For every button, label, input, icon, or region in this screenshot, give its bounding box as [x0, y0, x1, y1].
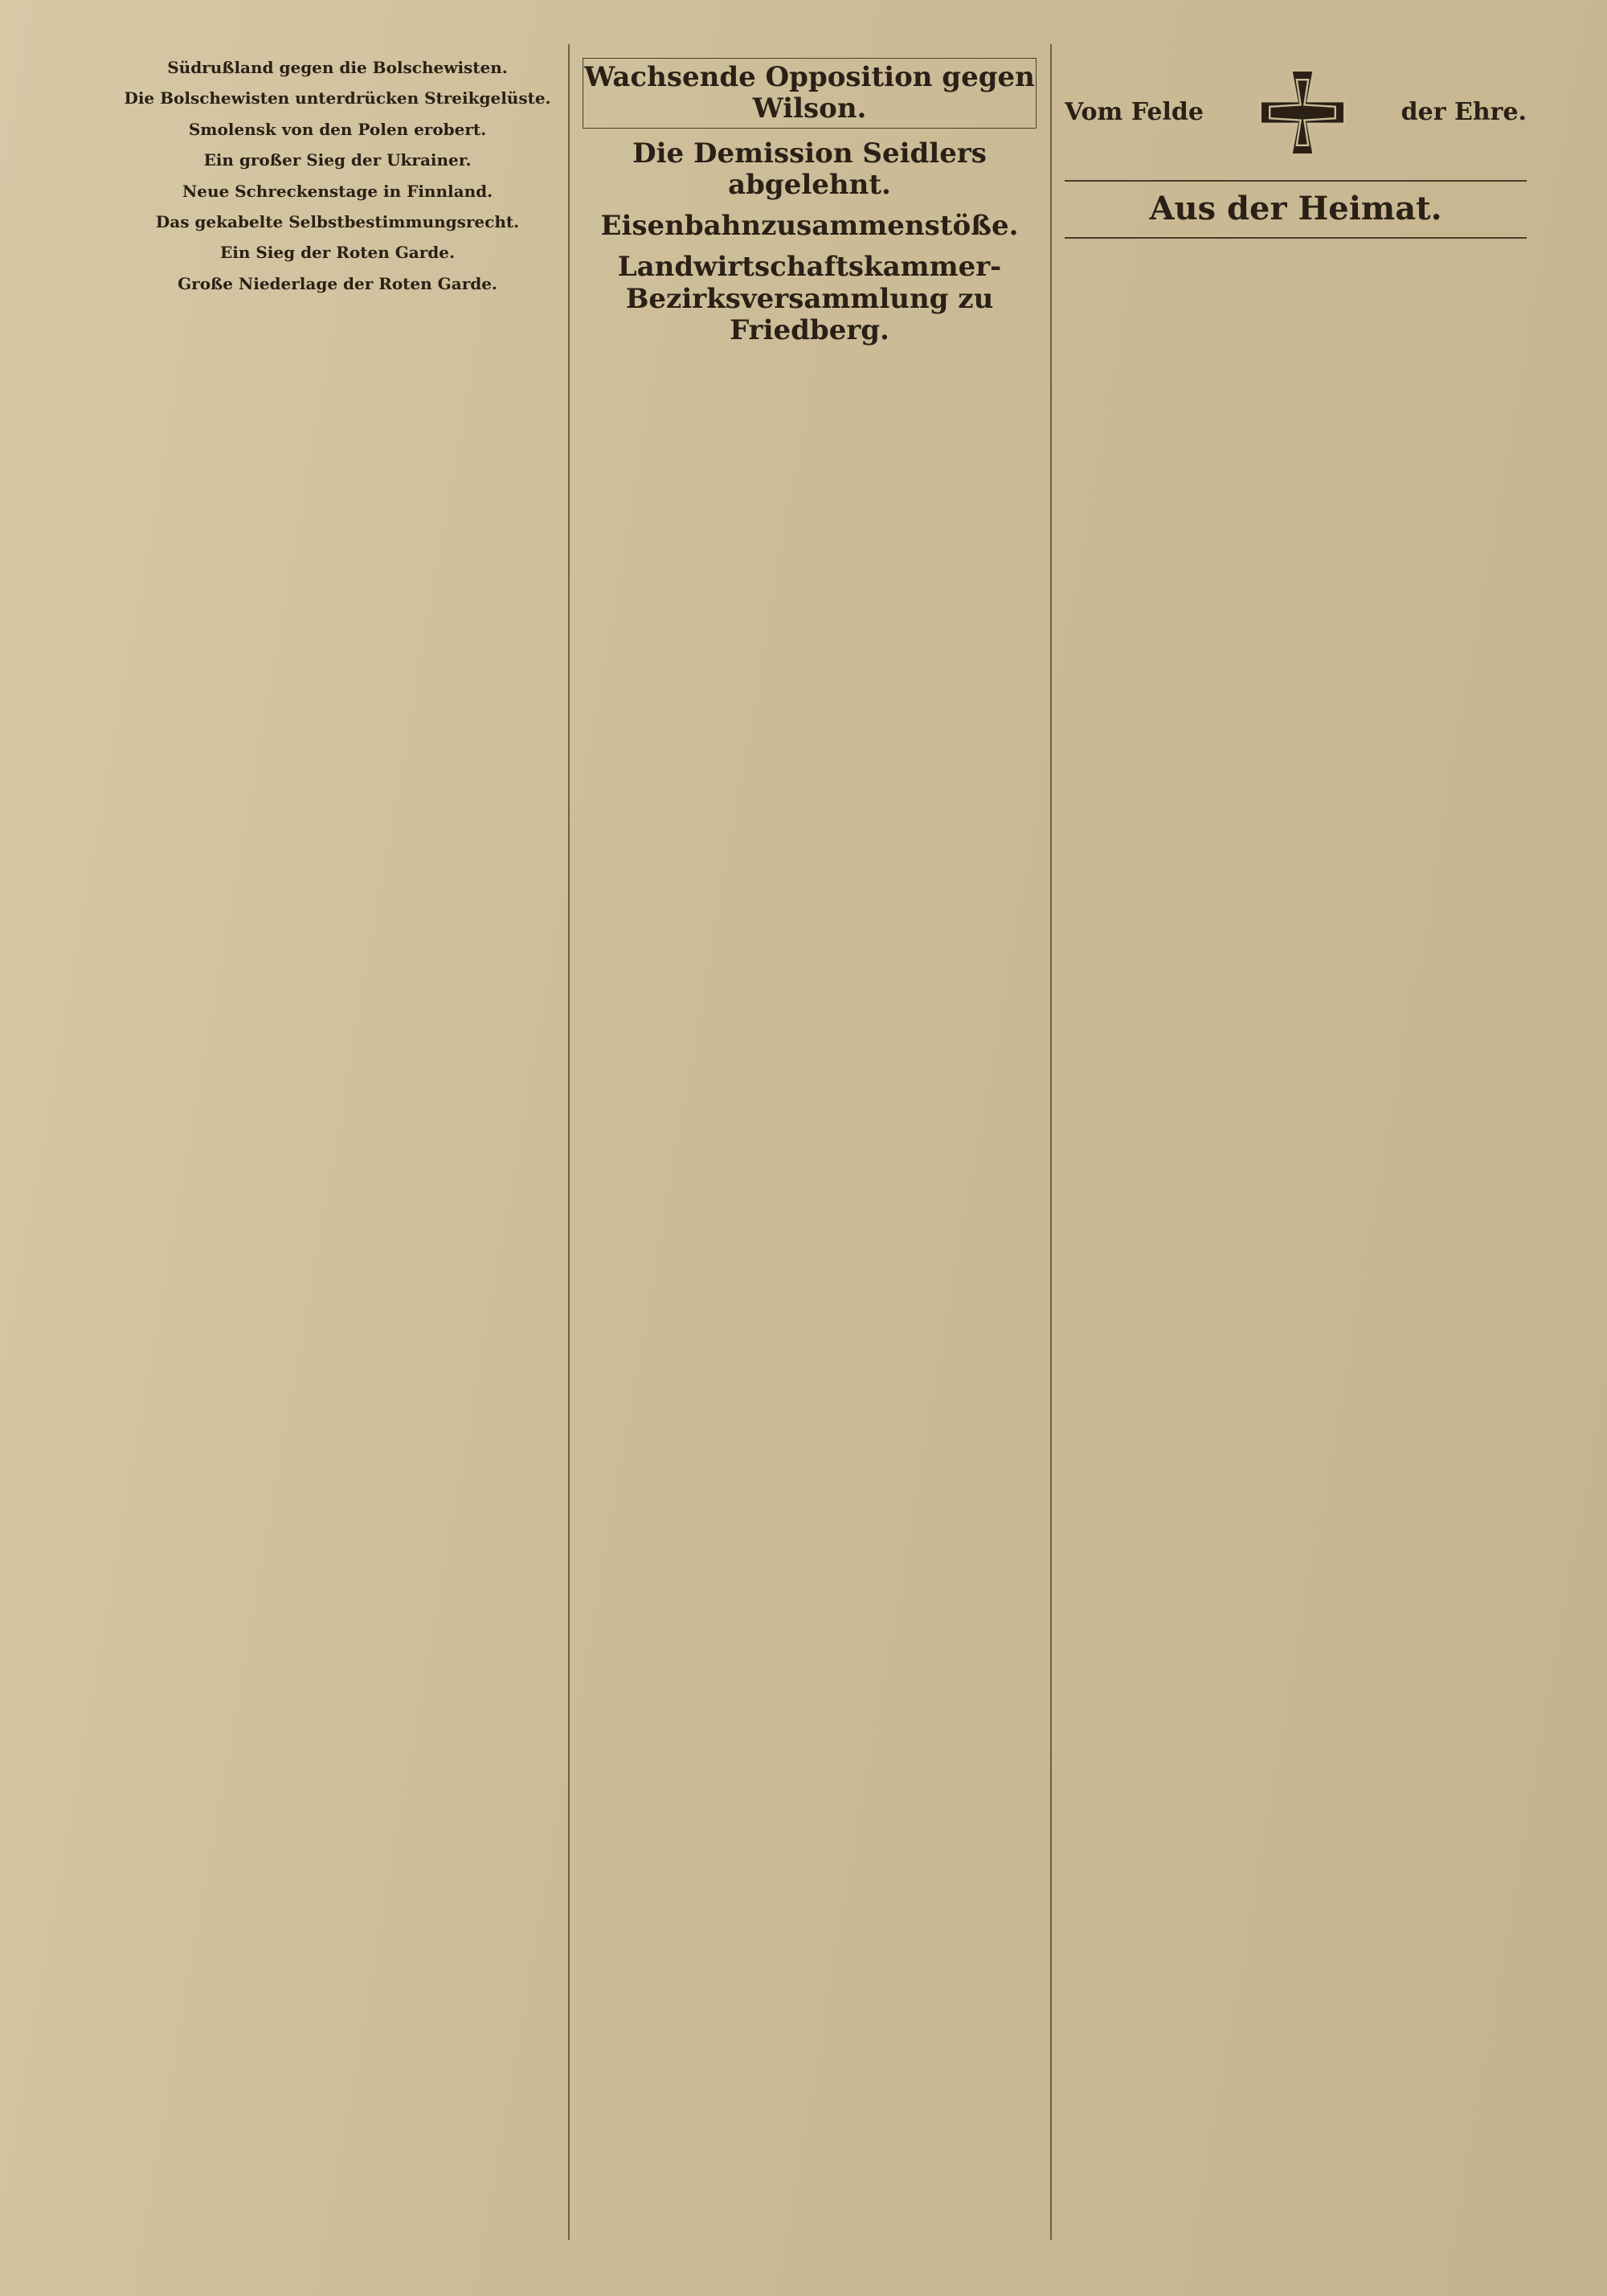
honor-left-word: Vom Felde — [1065, 97, 1204, 126]
subhead: Große Niederlage der Roten Garde. — [178, 273, 497, 293]
middle-column — [583, 48, 1037, 2248]
right-column — [1065, 48, 1527, 2248]
left-column — [121, 48, 554, 2248]
headline-railway: Eisenbahnzusammenstöße. — [600, 210, 1019, 243]
subhead: Südrußland gegen die Bolschewisten. — [167, 58, 508, 77]
honor-right-word: der Ehre. — [1401, 97, 1527, 126]
subhead: Smolensk von den Polen erobert. — [188, 119, 487, 139]
subhead: Die Bolschewisten unterdrücken Streikgelüste. — [124, 88, 551, 108]
iron-cross-icon — [1254, 64, 1351, 161]
subhead: Ein großer Sieg der Ukrainer. — [203, 150, 472, 170]
headline-landwirtschaftskammer: Landwirtschaftskammer-Bezirksversammlung zu Friedberg. — [617, 251, 1002, 346]
column-rule — [1050, 44, 1052, 2240]
headline-wilson: Wachsende Opposition gegen Wilson. — [583, 58, 1037, 129]
honor-roll-header — [1065, 64, 1527, 161]
column-rule — [568, 44, 570, 2240]
subhead: Neue Schreckenstage in Finnland. — [182, 181, 493, 201]
subhead: Das gekabelte Selbstbestimmungsrecht. — [155, 211, 520, 231]
subhead: Ein Sieg der Roten Garde. — [220, 243, 455, 263]
home-headline: Aus der Heimat. — [1065, 180, 1527, 239]
headline-seidler: Die Demission Seidlers abgelehnt. — [632, 137, 987, 202]
